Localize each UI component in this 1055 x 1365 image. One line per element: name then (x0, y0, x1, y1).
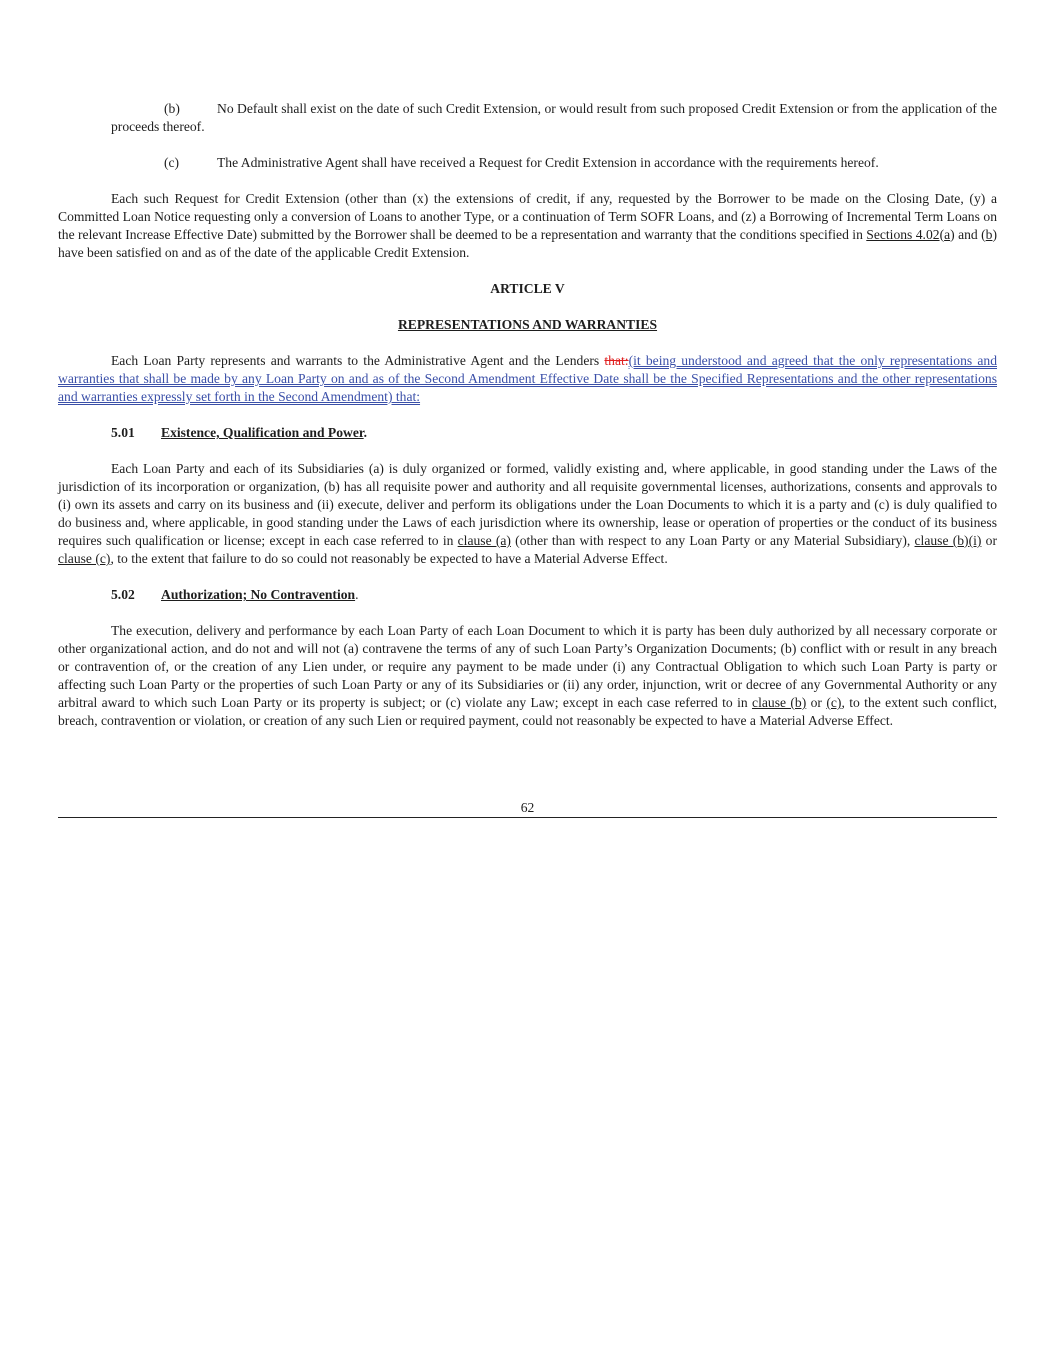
document-page (58, 100, 997, 730)
body-text: or (981, 533, 997, 548)
clause-ref: clause (c) (58, 551, 111, 566)
clause-ref-b: b (985, 227, 993, 242)
item-b-cont: application of the proceeds thereof. (111, 101, 998, 134)
body-text: , to the extent that failure to do so could not reasonably be expected to have a Material Adverse Effect. (110, 551, 668, 566)
request-text-end: ) have been satisfied on and as of the date of the applicable Credit Extension. (58, 227, 997, 260)
section-ref: Sections 4.02 (866, 227, 940, 242)
inserted-text: (it being understood and agreed that the only representations and warranties that shall be made by any Loan Party on and as of the Second Amendment Effective Date shall be the Specified Representations and the other representations and warranties expressly set forth in the Second Amendment) that: (58, 353, 997, 404)
section-502-body (58, 622, 997, 730)
item-c-label: (c) (164, 155, 180, 170)
body-text: (other than with respect to any Loan Party or any Material Subsidiary), (510, 533, 915, 548)
body-text: Each Loan Party and each of its Subsidiaries (a) is duly organized or formed, validly existing and, where applicable, in good standing under the Laws of the jurisdiction of its incorporation or organization, (b) has all requisite power and authority and all requisite governmental licenses, authorizations, consents and approvals to (i) own its assets and carry on its business and (ii) execute, deliver and perform its obligations under the Loan Documents to which it is a party and (c) is duly qualified to do business and, where applicable, in good standing under the Laws of each jurisdiction where its ownership, lease or operation of properties or the conduct of its business requires such qualification or license; except in each case referred to in (58, 461, 997, 548)
clause-ref: clause (b) (752, 695, 807, 710)
clause-ref: clause (a) (457, 533, 511, 548)
paren: ) and ( (950, 227, 986, 242)
article-title: REPRESENTATIONS AND WARRANTIES (397, 317, 658, 332)
section-502-heading (58, 586, 997, 604)
reps-paragraph (58, 352, 997, 406)
page-footer (58, 799, 997, 818)
body-text: , to the extent such conflict, breach, contravention or violation, or creation of any such Lien or required payment, could not reasonably be expected to have a Material Adverse Effect. (58, 695, 997, 728)
request-text: Each such Request for Credit Extension (other than (x) the extensions of credit, if any, requested by the Borrower to be made on the Closing Date, (y) a Committed Loan Notice requesting only a conversion of Loans to another Type, or a continuation of Term SOFR Loans, and (z) a Borrowing of Incremental Term Loans on the relevant Increase Effective Date) submitted by the Borrower shall be deemed to be a representation and warranty that the conditions specified in (58, 191, 997, 242)
item-b (58, 100, 997, 136)
item-b-label: (b) (164, 101, 180, 116)
period: . (363, 425, 368, 440)
paren: ( (939, 227, 945, 242)
article-number: ARTICLE V (490, 281, 565, 296)
section-number: 5.02 (111, 587, 135, 602)
request-paragraph (58, 190, 997, 262)
reps-text: Each Loan Party represents and warrants to the Administrative Agent and the Lenders (111, 353, 605, 368)
item-b-text: No Default shall exist on the date of such Credit Extension, or would result from such proposed Credit Extension or from the (217, 101, 899, 116)
page-number: 62 (520, 800, 535, 815)
footer-rule (58, 817, 997, 818)
section-title: Existence, Qualification and Power (161, 425, 364, 440)
clause-ref: (c) (826, 695, 842, 710)
period: . (355, 587, 359, 602)
item-c (58, 154, 997, 172)
item-c-text: The Administrative Agent shall have received a Request for Credit Extension in accordance with the requirements hereof. (217, 155, 879, 170)
section-title: Authorization; No Contravention (161, 587, 356, 602)
article-title-wrap (58, 316, 997, 334)
clause-ref-a: a (944, 227, 951, 242)
body-text: The execution, delivery and performance by each Loan Party of each Loan Document to which it is party has been duly authorized by all necessary corporate or other organizational action, and do not and will not (a) contravene the terms of any of such Loan Party’s Organization Documents; (b) conflict with or result in any breach or contravention of, or the creation of any Lien under, or require any payment to be made under (i) any Contractual Obligation to which such Loan Party is party or affecting such Loan Party or the properties of such Loan Party or any of its Subsidiaries or (ii) any order, injunction, writ or decree of any Governmental Authority or any arbitral award to which such Loan Party or its property is subject; or (c) violate any Law; except in each case referred to in (58, 623, 997, 710)
body-text: or (806, 695, 827, 710)
deleted-text: that: (604, 353, 629, 368)
clause-ref: clause (b)(i) (914, 533, 982, 548)
section-501-heading (58, 424, 997, 442)
section-501-body (58, 460, 997, 568)
section-number: 5.01 (111, 425, 135, 440)
